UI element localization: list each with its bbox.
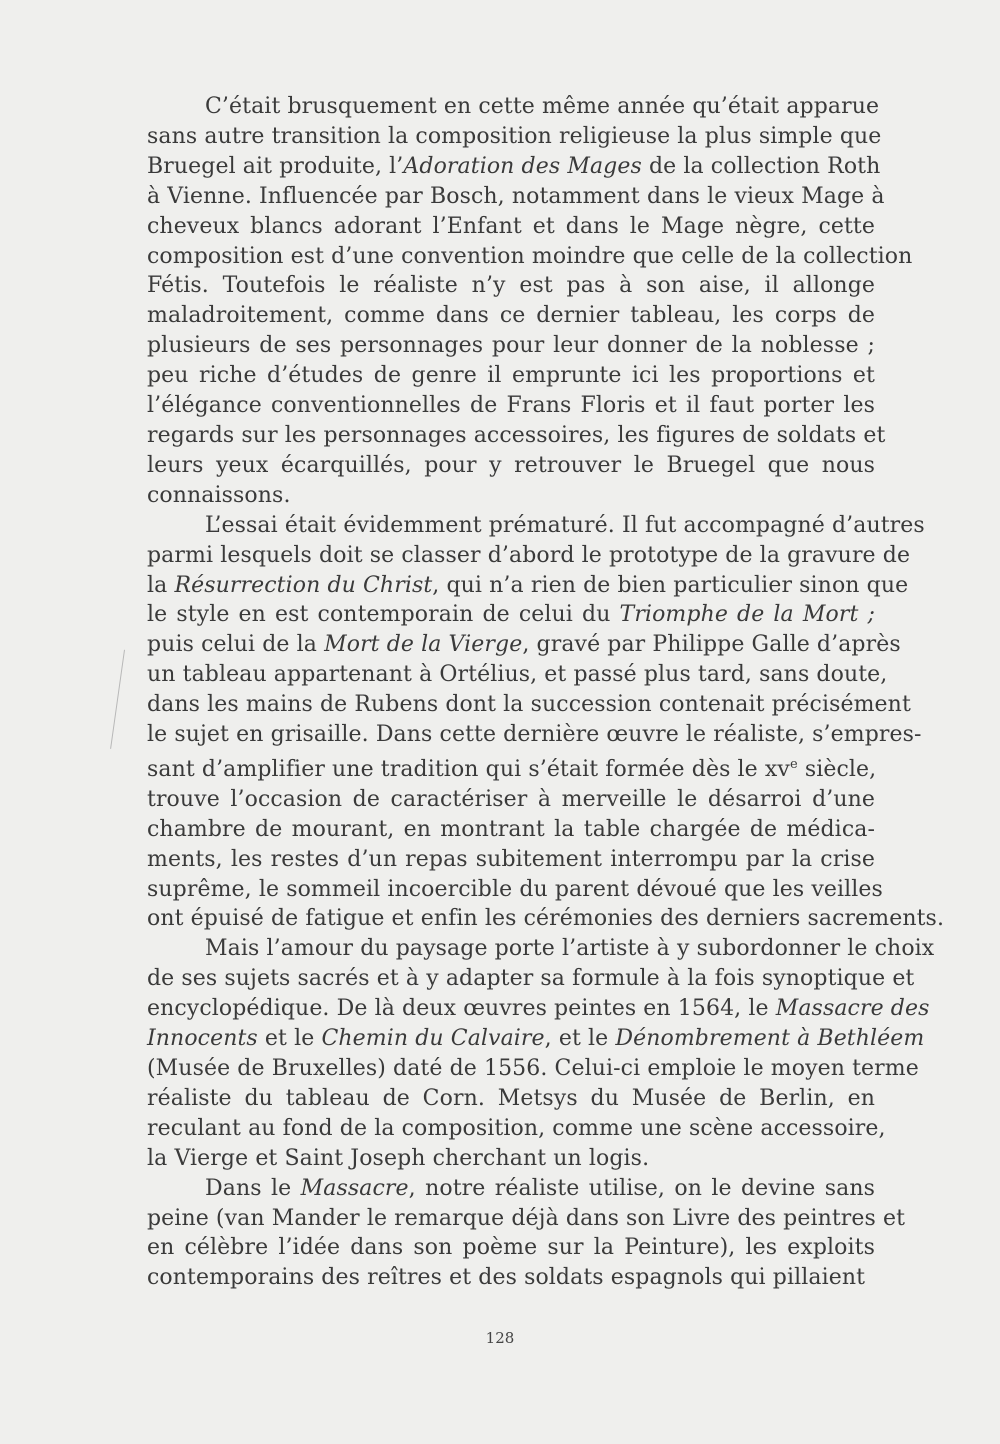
text-line — [147, 964, 915, 994]
text-run: peine (van Mander le remarque déjà dans son Livre des peintres et — [147, 1205, 906, 1231]
text-line — [147, 152, 881, 182]
italic-title: Résurrection du Christ — [174, 572, 433, 598]
text-run: C’était brusquement en cette même année qu’était apparue — [205, 94, 880, 119]
text-run: encyclopédique. De là deux œuvres peintes en 1564, le — [147, 996, 776, 1022]
text-line — [147, 271, 875, 301]
text-run: parmi lesquels doit se classer d’abord le prototype de la gravure de — [147, 542, 911, 568]
text-run: (Musée de Bruxelles) daté de 1556. Celui-ci emploie le moyen terme — [147, 1056, 919, 1081]
text-run: Fétis. Toutefois le réaliste n’y est pas à son aise, il allonge — [147, 273, 875, 299]
text-line — [147, 785, 875, 815]
text-run: reculant au fond de la composition, comme une scène accessoire, — [147, 1115, 886, 1141]
italic-title: Massacre — [300, 1175, 409, 1201]
text-line — [147, 122, 882, 152]
text-line — [147, 1174, 875, 1204]
text-run: dans les mains de Rubens dont la succession contenait précisément — [147, 692, 911, 718]
text-line — [147, 361, 875, 391]
text-run: un tableau appartenant à Ortélius, et passé plus tard, sans doute, — [147, 662, 888, 688]
text-line — [147, 934, 935, 964]
text-line — [147, 1233, 875, 1263]
text-run: de la collection Roth — [641, 153, 881, 179]
text-run: réaliste du tableau de Corn. Metsys du Musée de Berlin, en — [147, 1085, 875, 1111]
text-run: cheveux blancs adorant l’Enfant et dans le Mage nègre, cette — [147, 213, 875, 239]
text-run: Bruegel ait produite, l’ — [147, 153, 404, 179]
text-line — [147, 1084, 875, 1114]
text-run: sans autre transition la composition religieuse la plus simple que — [147, 123, 882, 149]
text-run: peu riche d’études de genre il emprunte ici les proportions et — [147, 363, 875, 389]
text-line — [147, 845, 875, 875]
body-text — [147, 92, 945, 1293]
text-line — [147, 630, 901, 660]
text-run: leurs yeux écarquillés, pour y retrouver le Bruegel que nous — [147, 452, 875, 478]
text-run: et le — [257, 1026, 322, 1052]
text-run: plusieurs de ses personnages pour leur donner de la noblesse ; — [147, 333, 875, 359]
text-line — [147, 242, 913, 272]
text-line — [147, 1024, 925, 1054]
text-run: , et le — [544, 1026, 616, 1052]
text-line — [147, 421, 886, 451]
text-run: en célèbre l’idée dans son poème sur la Peinture), les exploits — [147, 1235, 875, 1261]
text-run: le style en est contemporain de celui du — [147, 602, 620, 628]
text-line — [147, 481, 875, 511]
text-line — [147, 391, 875, 421]
text-run: composition est d’une convention moindre que celle de la collection — [147, 243, 913, 269]
page-number: 128 — [485, 1329, 515, 1347]
text-line — [147, 1114, 886, 1144]
italic-title: Mort de la Vierge — [324, 632, 523, 658]
text-line — [147, 690, 911, 720]
margin-pencil-mark — [110, 650, 135, 751]
text-run: e — [789, 756, 798, 772]
text-run: l’élégance conventionnelles de Frans Floris et il faut porter les — [147, 393, 875, 419]
text-line — [147, 92, 880, 122]
text-line — [147, 994, 930, 1024]
text-line — [147, 660, 888, 690]
text-line — [147, 875, 883, 905]
text-line — [147, 1144, 875, 1174]
text-line — [147, 571, 909, 601]
text-run: connaissons. — [147, 482, 291, 508]
text-run: le sujet en grisaille. Dans cette dernière œuvre le réaliste, s’empres- — [147, 722, 922, 748]
italic-title: Massacre des — [775, 996, 930, 1022]
text-run: Mais l’amour du paysage porte l’artiste à y subordonner le choix — [205, 936, 935, 962]
text-run: Dans le — [205, 1175, 301, 1201]
text-run: siècle, — [797, 756, 877, 782]
text-line — [147, 1054, 919, 1084]
text-run: ments, les restes d’un repas subitement interrompu par la crise — [147, 846, 875, 872]
paragraph — [147, 92, 913, 511]
text-run: à Vienne. Influencée par Bosch, notamment dans le vieux Mage à — [147, 183, 885, 209]
text-line — [147, 600, 875, 630]
text-line — [147, 904, 945, 934]
paragraph — [147, 511, 945, 935]
italic-title: Adoration des Mages — [403, 153, 642, 179]
text-run: la Vierge et Saint Joseph cherchant un logis. — [147, 1145, 650, 1171]
text-line — [147, 750, 875, 785]
text-line — [147, 1204, 906, 1234]
text-run: sant d’amplifier une tradition qui s’était formée dès le xv — [147, 756, 790, 782]
text-run: puis celui de la — [147, 632, 325, 658]
text-run: trouve l’occasion de caractériser à merveille le désarroi d’une — [147, 786, 875, 812]
text-line — [147, 451, 875, 481]
text-run: L’essai était évidemment prématuré. Il fut accompagné d’autres — [205, 512, 925, 538]
text-line — [147, 212, 875, 242]
text-line — [147, 301, 875, 331]
text-run: chambre de mourant, en montrant la table chargée de médica- — [147, 816, 875, 842]
text-run: regards sur les personnages accessoires, les figures de soldats et — [147, 422, 886, 448]
italic-title: Innocents — [147, 1026, 258, 1052]
text-line — [147, 720, 922, 750]
paragraph — [147, 934, 935, 1173]
italic-title: Chemin du Calvaire — [321, 1026, 545, 1052]
text-run: contemporains des reîtres et des soldats espagnols qui pillaient — [147, 1265, 866, 1291]
text-run: , gravé par Philippe Galle d’après — [522, 632, 901, 658]
italic-title: Triomphe de la Mort ; — [619, 602, 875, 628]
text-run: la — [147, 572, 175, 598]
text-run: maladroitement, comme dans ce dernier tableau, les corps de — [147, 303, 875, 329]
text-line — [147, 1263, 875, 1293]
text-line — [147, 815, 875, 845]
text-line — [147, 511, 925, 541]
text-run: , notre réaliste utilise, on le devine sans — [408, 1175, 875, 1201]
text-run: suprême, le sommeil incoercible du parent dévoué que les veilles — [147, 876, 883, 902]
text-run: ont épuisé de fatigue et enfin les cérémonies des derniers sacrements. — [147, 906, 945, 932]
text-line — [147, 331, 875, 361]
italic-title: Dénombrement à Bethléem — [615, 1026, 925, 1052]
text-line — [147, 182, 885, 212]
text-run: , qui n’a rien de bien particulier sinon que — [432, 572, 909, 598]
text-line — [147, 541, 911, 571]
paragraph — [147, 1174, 906, 1294]
text-run: de ses sujets sacrés et à y adapter sa formule à la fois synoptique et — [147, 966, 915, 992]
